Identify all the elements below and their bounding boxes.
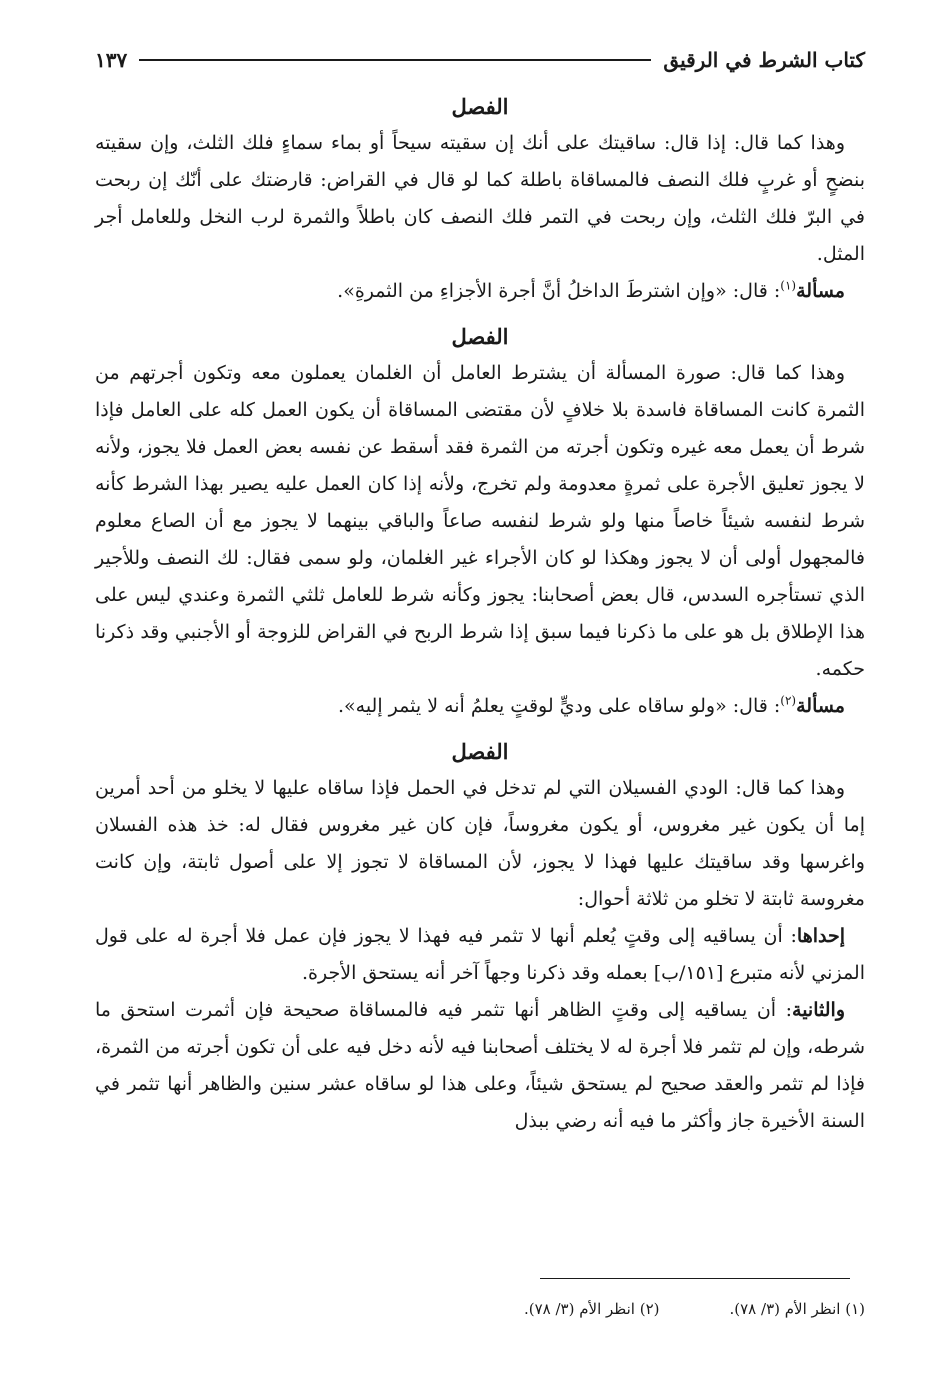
- masala-line: [95, 273, 865, 310]
- book-title: كتاب الشرط في الرقيق: [663, 48, 865, 72]
- page-number: ١٣٧: [95, 48, 128, 72]
- paragraph: وهذا كما قال: إذا قال: ساقيتك على أنك إن سقيته سيحاً أو بماء سماءٍ فلك الثلث، وإن سقيته بنضحٍ أو غربٍ فلك النصف فالمساقاة باطلة كما لو قال في القراض: قارضتك على أنّك إن ربحت في البرّ فلك الثلث، وإن ربحت في التمر فلك النصف كان باطلاً والثمرة لرب النخل وللعامل أجر المثل.: [95, 132, 865, 265]
- list-item: [95, 918, 865, 992]
- item-label: والثانية: [792, 999, 845, 1021]
- footnote: (١) انظر الأم (٣/ ٧٨).: [729, 1300, 865, 1318]
- masala-label: مسألة: [796, 280, 845, 302]
- header-rule: [139, 59, 651, 61]
- paragraph: وهذا كما قال: صورة المسألة أن يشترط العامل أن الغلمان يعملون معه وتكون أجرتهم من الثمرة كانت المساقاة فاسدة بلا خلافٍ لأن مقتضى المساقاة أن يكون العمل كله على العامل فإذا شرط أن يعمل معه غيره وتكون أجرته من الثمرة فقد أسقط عن نفسه بعض العمل فلا يجوز، ولأنه لا يجوز تعليق الأجرة على ثمرةٍ معدومة ولم تخرج، ولأنه إذا كان العمل عليه يصير بهذا الشرط كأنه شرط لنفسه شيئاً خاصاً منها ولو شرط لنفسه صاعاً والباقي بينهما لا يجوز مع أن الصاع معلوم فالمجهول أولى أن لا يجوز وهكذا لو كان الأجراء غير الغلمان، ولو سمى فقال: لك النصف وللأجير الذي تستأجره السدس، قال بعض أصحابنا: يجوز وكأنه شرط للعامل ثلثي الثمرة وعندي ليس على هذا الإطلاق بل هو على ما ذكرنا فيما سبق إذا شرط الربح في القراض للزوجة أو الأجنبي وقد ذكرنا حكمه.: [95, 362, 865, 680]
- masala-text: : قال: «وإن اشترطَ الداخلُ أنَّ أجرة الأجزاءِ من الثمرةِ».: [337, 280, 781, 302]
- masala-label: مسألة: [796, 695, 845, 717]
- item-text: : أن يساقيه إلى وقتٍ الظاهر أنها تثمر فيه فالمساقاة صحيحة فإن أثمرت استحق ما شرطه، وإن لم تثمر فلا أجرة له لا يختلف أصحابنا فيه لأنه دخل فيه على أن تكون أجرته من الثمرة، فإذا لم تثمر والعقد صحيح لم يستحق شيئاً، وعلى هذا لو ساقاه عشر سنين والظاهر أنها تثمر في السنة الأخيرة جاز وأكثر ما فيه أنه رضي ببذل: [95, 999, 865, 1132]
- item-label: إحداها: [796, 925, 845, 947]
- section-title: الفصل: [451, 324, 509, 349]
- list-item: [95, 992, 865, 1140]
- section-title: الفصل: [451, 94, 509, 119]
- footnote-divider: [540, 1278, 850, 1279]
- footnote-ref: (١): [780, 278, 797, 293]
- running-header: [95, 40, 865, 80]
- item-text: : أن يساقيه إلى وقتٍ يُعلم أنها لا تثمر فيه فهذا لا يجوز فإن عمل فلا أجرة له على قول المزني لأنه متبرع [١٥١/ب] بعمله وقد ذكرنا وجهاً آخر أنه يستحق الأجرة.: [95, 925, 865, 984]
- page: [95, 40, 865, 1140]
- paragraph: وهذا كما قال: الودي الفسيلان التي لم تدخل في الحمل فإذا ساقاه عليها لا يخلو من أحد أمرين إما أن يكون غير مغروس، أو يكون مغروساً، فإن كان غير مغروس فقال له: خذ هذه الفسلان واغرسها وقد ساقيتك عليها فهذا لا يجوز، لأن المساقاة لا تجوز إلا على أصول ثابتة، وإن كانت مغروسة ثابتة لا تخلو من ثلاثة أحوال:: [95, 777, 865, 910]
- footnote: (٢) انظر الأم (٣/ ٧٨).: [523, 1300, 660, 1318]
- section-title: الفصل: [451, 739, 509, 764]
- masala-text: : قال: «ولو ساقاه على وديٍّ لوقتٍ يعلمُ أنه لا يثمر إليه».: [337, 695, 781, 717]
- footnote-ref: (٢): [780, 693, 797, 708]
- footnotes: [265, 1300, 865, 1318]
- masala-line: [95, 688, 865, 725]
